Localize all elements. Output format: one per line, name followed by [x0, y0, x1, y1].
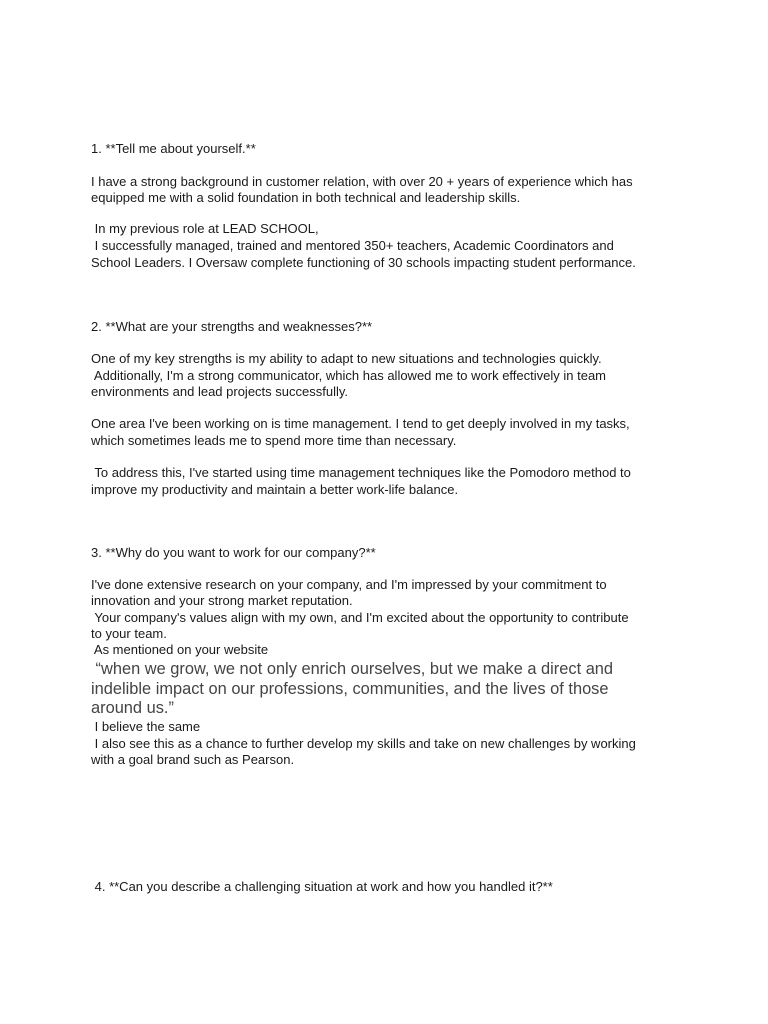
- answer-2-paragraph-3-line-1: To address this, I've started using time management techniques like the Pomodoro method to: [91, 465, 631, 480]
- company-quote-line-3: around us.”: [91, 699, 174, 717]
- answer-2-paragraph-1-line-3: environments and lead projects successfully.: [91, 384, 348, 399]
- answer-3-paragraph-1-line-1: I've done extensive research on your company, and I'm impressed by your commitment to: [91, 577, 607, 592]
- company-quote-line-2: indelible impact on our professions, communities, and the lives of those: [91, 680, 609, 698]
- answer-2-paragraph-1-line-1: One of my key strengths is my ability to adapt to new situations and technologies quickly.: [91, 351, 602, 366]
- answer-3-paragraph-1-line-5: As mentioned on your website: [91, 642, 269, 657]
- answer-1-paragraph-1-line-2: equipped me with a solid foundation in both technical and leadership skills.: [91, 190, 521, 205]
- answer-1-paragraph-1-line-1: I have a strong background in customer relation, with over 20 + years of experience which has: [91, 174, 633, 189]
- answer-3-paragraph-2-line-3: with a goal brand such as Pearson.: [91, 752, 295, 767]
- answer-2-paragraph-2-line-2: which sometimes leads me to spend more time than necessary.: [91, 433, 457, 448]
- answer-1-paragraph-2-line-3: School Leaders. I Oversaw complete functioning of 30 schools impacting student performance.: [91, 255, 636, 270]
- question-1-heading: 1. **Tell me about yourself.**: [91, 141, 256, 156]
- answer-2-paragraph-1-line-2: Additionally, I'm a strong communicator, which has allowed me to work effectively in team: [91, 368, 607, 383]
- question-3-heading: 3. **Why do you want to work for our company?**: [91, 545, 376, 560]
- answer-1-paragraph-2-line-2: I successfully managed, trained and mentored 350+ teachers, Academic Coordinators and: [91, 238, 614, 253]
- answer-3-paragraph-2-line-2: I also see this as a chance to further develop my skills and take on new challenges by working: [91, 736, 636, 751]
- answer-3-paragraph-1-line-2: innovation and your strong market reputation.: [91, 593, 353, 608]
- answer-2-paragraph-2-line-1: One area I've been working on is time management. I tend to get deeply involved in my tasks,: [91, 416, 630, 431]
- question-4-heading: 4. **Can you describe a challenging situation at work and how you handled it?**: [91, 879, 553, 894]
- answer-3-paragraph-1-line-4: to your team.: [91, 626, 167, 641]
- answer-3-paragraph-2-line-1: I believe the same: [91, 719, 201, 734]
- answer-1-paragraph-2-line-1: In my previous role at LEAD SCHOOL,: [91, 221, 319, 236]
- question-2-heading: 2. **What are your strengths and weaknesses?**: [91, 319, 373, 334]
- answer-2-paragraph-3-line-2: improve my productivity and maintain a better work-life balance.: [91, 482, 459, 497]
- answer-3-paragraph-1-line-3: Your company's values align with my own, and I'm excited about the opportunity to contribute: [91, 610, 629, 625]
- company-quote-line-1: “when we grow, we not only enrich ourselves, but we make a direct and: [91, 660, 614, 678]
